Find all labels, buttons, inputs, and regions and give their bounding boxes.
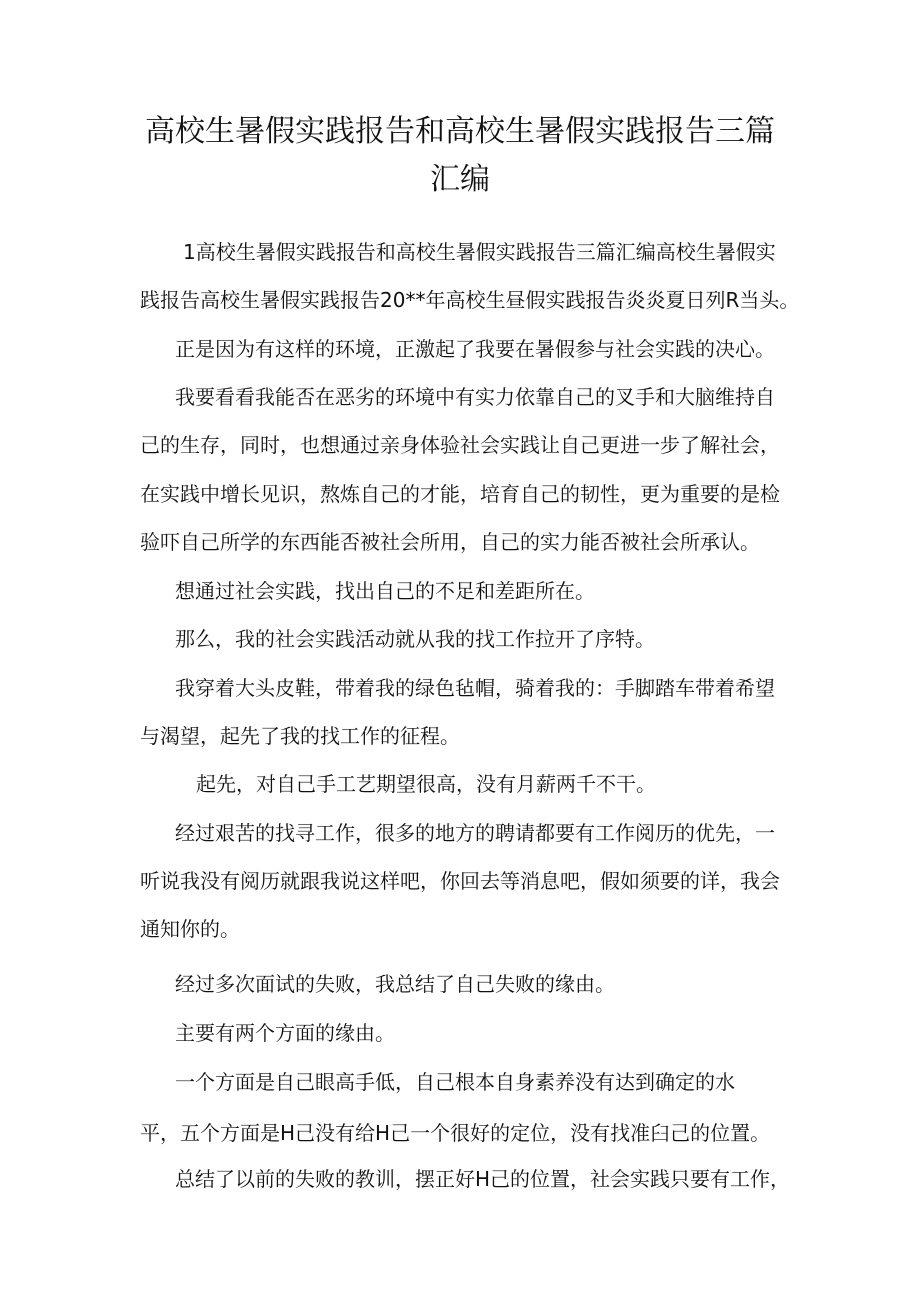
- text-line: 己的生存，同时，也想通过亲身体验社会实践让自己更进一步了解社会，: [140, 433, 780, 457]
- text-line: 在实践中增长见识，熬炼自己的才能，培育自己的韧性，更为重要的是检: [140, 482, 780, 506]
- text-line: 主要有两个方面的缘由。: [175, 1021, 395, 1045]
- text-line: 听说我没有阅历就跟我说这样吧，你回去等消息吧，假如须要的详，我会: [140, 869, 780, 893]
- text-line: 起先，对自己手工艺期望很高，没有月薪两千不干。: [196, 772, 656, 796]
- text-line: 经过艰苦的找寻工作，很多的地方的聘请都要有工作阅历的优先，一: [175, 821, 775, 845]
- text-line: 经过多次面试的失败，我总结了自己失败的缘由。: [175, 972, 615, 996]
- text-line: 平，五个方面是H己没有给H己一个很好的定位，没有找准臼己的位置。: [140, 1121, 771, 1145]
- text-line: 通知你的。: [140, 917, 240, 941]
- document-title: 高校生暑假实践报告和高校生暑假实践报告三篇汇编: [145, 114, 775, 197]
- text-line: 总结了以前的失败的教训，摆正好H己的位置，社会实践只要有工作，: [175, 1167, 791, 1191]
- text-line: 1高校生暑假实践报告和高校生暑假实践报告三篇汇编高校生暑假实: [183, 240, 776, 264]
- text-line: 与渴望，起先了我的找工作的征程。: [140, 724, 460, 748]
- text-line: 一个方面是自己眼高手低，自己根本自身素养没有达到确定的水: [175, 1070, 735, 1094]
- text-line: 正是因为有这样的环境，正激起了我要在暑假参与社会实践的决心。: [175, 337, 775, 361]
- text-line: 我要看看我能否在恶劣的环境中有实力依靠自己的叉手和大脑维持自: [175, 385, 775, 409]
- text-line: 那么，我的社会实践活动就从我的找工作拉开了序特。: [175, 627, 655, 651]
- text-line: 验吓自己所学的东西能否被社会所用，自己的实力能否被社会所承认。: [140, 530, 760, 554]
- text-line: 我穿着大头皮鞋，带着我的绿色毡帽，骑着我的：手脚踏车带着希望: [175, 676, 775, 700]
- text-line: 践报告高校生暑假实践报告20**年高校生昼假实践报告炎炎夏日列R当头。: [140, 288, 800, 312]
- text-line: 想通过社会实践，找出自己的不足和差距所在。: [175, 579, 595, 603]
